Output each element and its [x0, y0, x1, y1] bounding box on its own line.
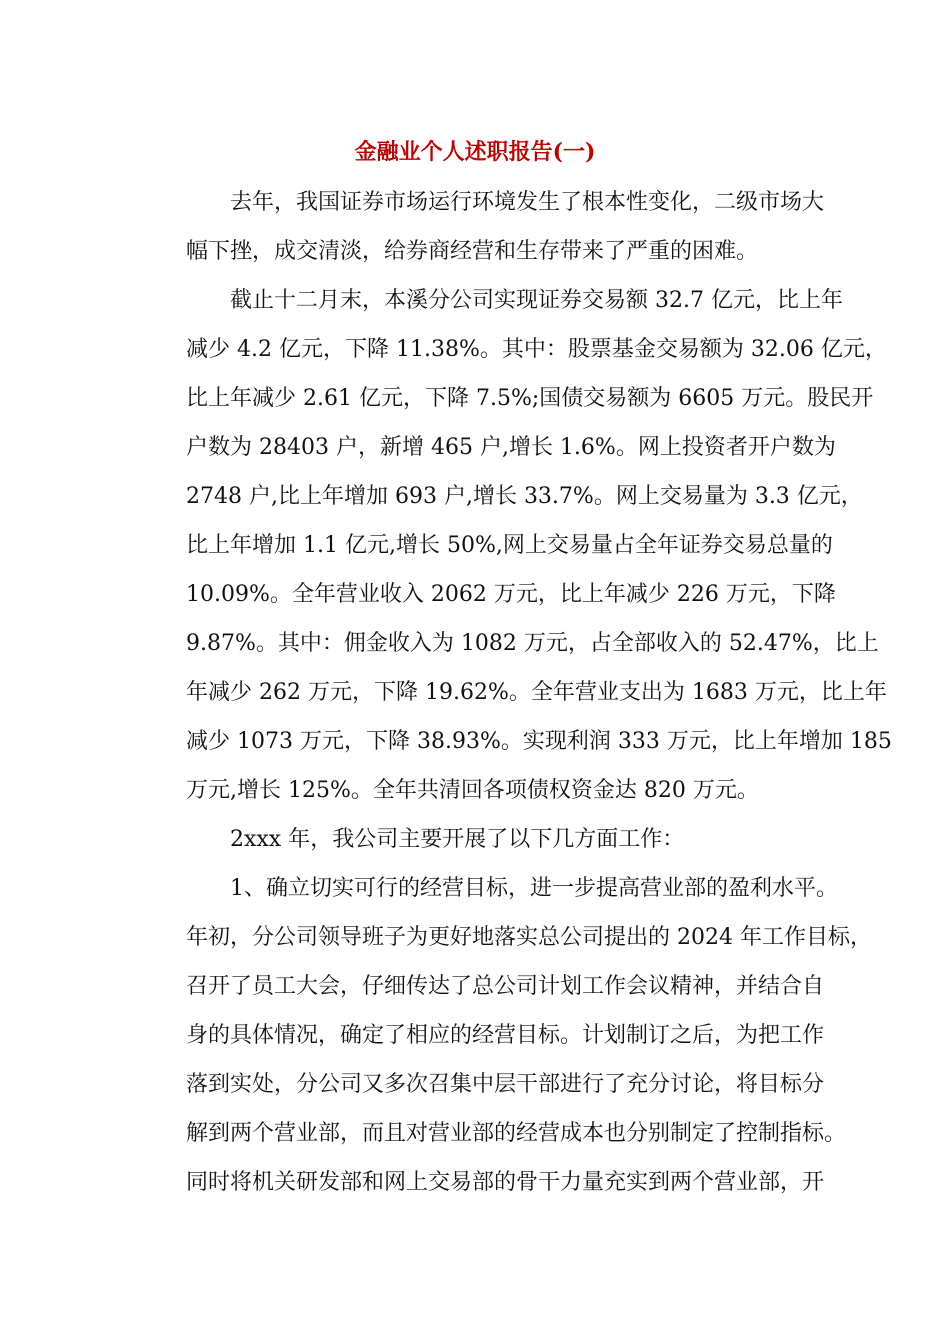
text-line: 减少 1073 万元，下降 38.93%。实现利润 333 万元，比上年增加 185	[186, 729, 892, 754]
text-line: 比上年增加 1.1 亿元,增长 50%,网上交易量占全年证券交易总量的	[186, 533, 833, 558]
paragraph-2	[142, 276, 892, 815]
text-line: 1、确立切实可行的经营目标，进一步提高营业部的盈利水平。	[230, 876, 838, 901]
text-line: 2xxx 年，我公司主要开展了以下几方面工作：	[230, 827, 685, 852]
text-line: 2748 户,比上年增加 693 户,增长 33.7%。网上交易量为 3.3 亿元，	[186, 484, 863, 509]
text-line: 10.09%。全年营业收入 2062 万元，比上年减少 226 万元，下降	[186, 582, 836, 607]
document-title: 金融业个人述职报告(一)	[354, 139, 596, 165]
paragraph-4	[142, 864, 872, 1207]
text-line: 万元,增长 125%。全年共清回各项债权资金达 820 万元。	[186, 778, 759, 803]
text-line: 幅下挫，成交清淡，给券商经营和生存带来了严重的困难。	[186, 239, 759, 264]
text-line: 同时将机关研发部和网上交易部的骨干力量充实到两个营业部，开	[186, 1170, 825, 1195]
paragraph-1	[142, 178, 825, 276]
text-line: 截止十二月末，本溪分公司实现证券交易额 32.7 亿元，比上年	[230, 288, 843, 313]
text-line: 年初，分公司领导班子为更好地落实总公司提出的 2024 年工作目标，	[186, 925, 872, 950]
paragraph-3	[142, 815, 810, 864]
text-line: 身的具体情况，确定了相应的经营目标。计划制订之后，为把工作	[186, 1023, 825, 1048]
text-line: 召开了员工大会，仔细传达了总公司计划工作会议精神，并结合自	[186, 974, 825, 999]
text-line: 落到实处，分公司又多次召集中层干部进行了充分讨论，将目标分	[186, 1072, 825, 1097]
text-line: 比上年减少 2.61 亿元，下降 7.5%;国债交易额为 6605 万元。股民开	[186, 386, 874, 411]
text-line: 去年，我国证券市场运行环境发生了根本性变化，二级市场大	[230, 190, 825, 215]
text-line: 解到两个营业部，而且对营业部的经营成本也分别制定了控制指标。	[186, 1121, 847, 1146]
text-line: 减少 4.2 亿元，下降 11.38%。其中：股票基金交易额为 32.06 亿元，	[186, 337, 887, 362]
document-body	[142, 178, 892, 1207]
text-line: 9.87%。其中：佣金收入为 1082 万元，占全部收入的 52.47%，比上	[186, 631, 879, 656]
text-line: 户数为 28403 户，新增 465 户,增长 1.6%。网上投资者开户数为	[186, 435, 836, 460]
text-line: 年减少 262 万元，下降 19.62%。全年营业支出为 1683 万元，比上年	[186, 680, 887, 705]
